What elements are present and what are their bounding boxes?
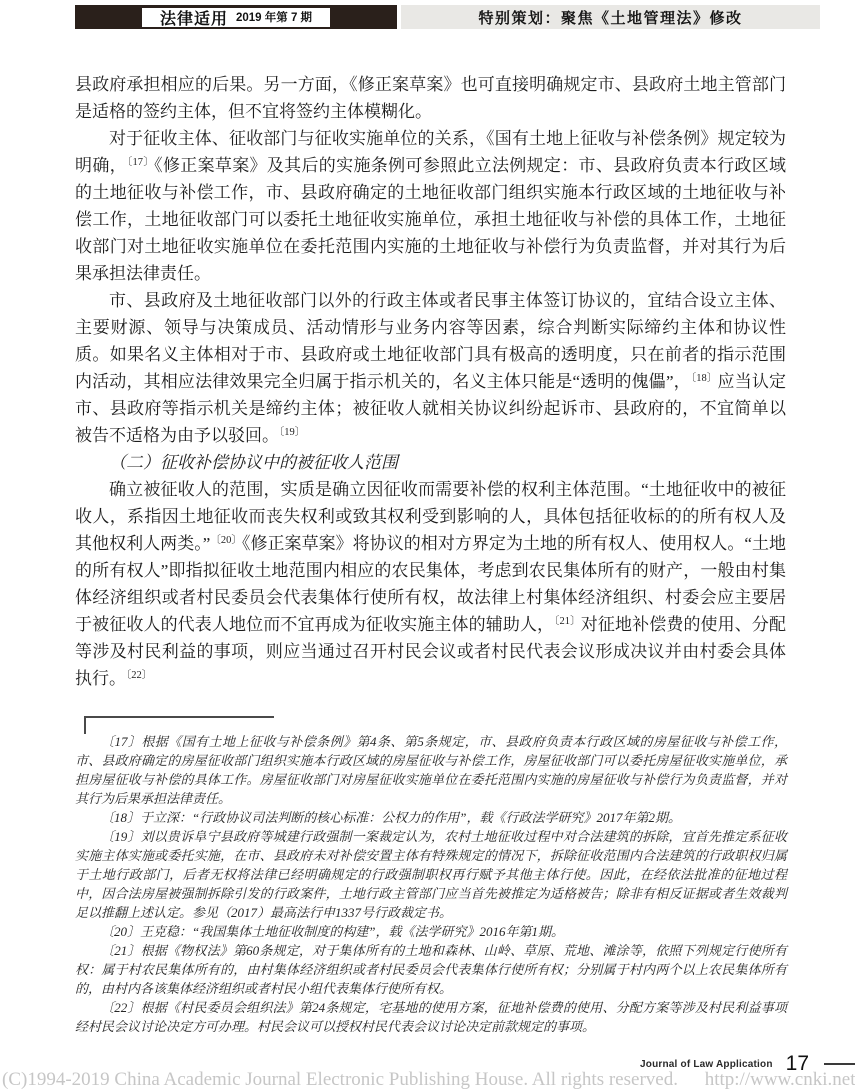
paragraph-text: 县政府承担相应的后果。另一方面，《修正案草案》也可直接明确规定市、县政府土地主管部门是适格的签约主体，但不宜将签约主体模糊化。 <box>75 75 786 121</box>
paragraph-text: 对于征收主体、征收部门与征收实施单位的关系，《国有土地上征收与补偿条例》规定较为明确， <box>75 129 786 175</box>
footnote-ref: 〔19〕 <box>279 427 306 438</box>
footnote-ref: 〔17〕 <box>126 157 155 168</box>
paragraph-text: 对征地补偿费的使用、分配等涉及村民利益的事项，则应当通过召开村民会议或者村民代表会议形成决议并由村委会具体执行。 <box>75 615 787 688</box>
paragraph-text: 确立被征收人的范围，实质是确立因征收而需要补偿的权利主体范围。“土地征收中的被征收人，系指因土地征收而丧失权利或致其权利受到影响的人，具体包括征收标的的所有权人及其他权利人两类。” <box>75 480 786 553</box>
body-paragraph <box>75 287 786 449</box>
footnote-item: 〔19〕刘以贵诉阜宁县政府等城建行政强制一案裁定认为，农村土地征收过程中对合法建筑的拆除，宜首先推定系征收实施主体实施或委托实施，在市、县政府未对补偿安置主体有特殊规定的情况下，拆除征收范围内合法建筑的行政职权归属于土地行政部门，后者无权将法律已经明确规定的行政强制职权再行赋予其他主体行使。因此，在经依法批准的征地过程中，因合法房屋被强制拆除引发的行政案件，土地行政主管部门应当首先被推定为适格被告；除非有相反证据或者生效裁判足以推翻上述认定。参见（2017）最高法行申1337号行政裁定书。 <box>75 829 787 920</box>
footnote-item: 〔17〕根据《国有土地上征收与补偿条例》第4条、第5条规定，市、县政府负责本行政区域的房屋征收与补偿工作，市、县政府确定的房屋征收部门组织实施本行政区域的房屋征收与补偿工作，房屋征收部门可以委托房屋征收实施单位，承担房屋征收与补偿的具体工作。房屋征收部门对房屋征收实施单位在委托范围内实施的房屋征收与补偿行为负责监督，并对其行为后果承担法律责任。 <box>75 734 787 806</box>
paragraph-text: 《修正案草案》将协议的相对方界定为土地的所有权人、使用权人。“土地的所有权人”即指拟征收土地范围内相应的农民集体，考虑到农民集体所有的财产，一般由村集体经济组织或者村民委员会代表集体行使所有权，故法律上村集体经济组织、村委会应主要居于被征收人的代表人地位而不宜再成为征收实施主体的辅助人， <box>75 534 787 634</box>
footnote-ref: 〔21〕 <box>554 616 581 627</box>
special-topic-label: 特别策划：聚焦《土地管理法》修改 <box>478 10 743 27</box>
journal-masthead-bar <box>75 5 397 29</box>
special-topic-banner <box>401 5 820 29</box>
paragraph-text: （二）征收补偿协议中的被征收人范围 <box>109 453 398 472</box>
footnote-ref: 〔20〕 <box>210 535 242 546</box>
footnote-item: 〔18〕于立深：“行政协议司法判断的核心标准：公权力的作用”，载《行政法学研究》2017年第2期。 <box>101 810 681 825</box>
footnote-ref: 〔22〕 <box>126 670 153 681</box>
journal-english-title: Journal of Law Application <box>640 1058 773 1070</box>
body-paragraph <box>75 476 786 692</box>
article-body <box>75 71 786 692</box>
cnki-watermark <box>2 1069 855 1091</box>
cnki-url: http://www.cnki.net <box>704 1069 855 1090</box>
section-subheading <box>75 449 786 476</box>
body-paragraph <box>75 71 786 125</box>
footnote-ref: 〔18〕 <box>690 373 718 384</box>
journal-title-box <box>142 8 330 27</box>
paragraph-text: 市、县政府及土地征收部门以外的行政主体或者民事主体签订协议的，宜结合设立主体、主要财源、领导与决策成员、活动情形与业务内容等因素，综合判断实际缔约主体和协议性质。如果名义主体相对于市、县政府或土地征收部门具有极高的透明度，只在前者的指示范围内活动，其相应法律效果完全归属于指示机关的，名义主体只能是“透明的傀儡”， <box>75 291 786 391</box>
paragraph-text: 《修正案草案》及其后的实施条例可参照此立法例规定：市、县政府负责本行政区域的土地征收与补偿工作，市、县政府确定的土地征收部门组织实施本行政区域的土地征收与补偿工作，土地征收部门可以委托土地征收实施单位，承担土地征收与补偿的具体工作，土地征收部门对土地征收实施单位在委托范围内实施的土地征收与补偿行为负责监督，并对其行为后果承担法律责任。 <box>75 156 787 283</box>
journal-name: 法律适用 <box>159 10 228 28</box>
copyright-notice: (C)1994-2019 China Academic Journal Electronic Publishing House. All rights reserved. <box>2 1069 678 1090</box>
page-number-rule <box>824 1063 855 1065</box>
footnotes-list <box>75 732 787 1036</box>
body-paragraph <box>75 125 786 287</box>
journal-issue: 2019 年第 7 期 <box>235 12 313 24</box>
footnote-item: 〔22〕根据《村民委员会组织法》第24条规定，宅基地的使用方案，征地补偿费的使用、分配方案等涉及村民利益事项经村民会议讨论决定方可办理。村民会议可以授权村民代表会议讨论决定前款规定的事项。 <box>75 1000 787 1034</box>
footnote-item: 〔21〕根据《物权法》第60条规定，对于集体所有的土地和森林、山岭、草原、荒地、滩涂等，依照下列规定行使所有权：属于村农民集体所有的，由村集体经济组织或者村民委员会代表集体行使所有权；分别属于村内两个以上农民集体所有的，由村内各该集体经济组织或者村民小组代表集体行使所有权。 <box>75 943 787 996</box>
page-header <box>75 5 820 29</box>
footnote-item: 〔20〕王克稳：“我国集体土地征收制度的构建”，载《法学研究》2016年第1期。 <box>101 924 564 939</box>
paragraph-text: 应当认定市、县政府等指示机关是缔约主体；被征收人就相关协议纠纷起诉市、县政府的，不宜简单以被告不适格为由予以驳回。 <box>75 372 787 445</box>
page-number: 17 <box>785 1052 809 1075</box>
